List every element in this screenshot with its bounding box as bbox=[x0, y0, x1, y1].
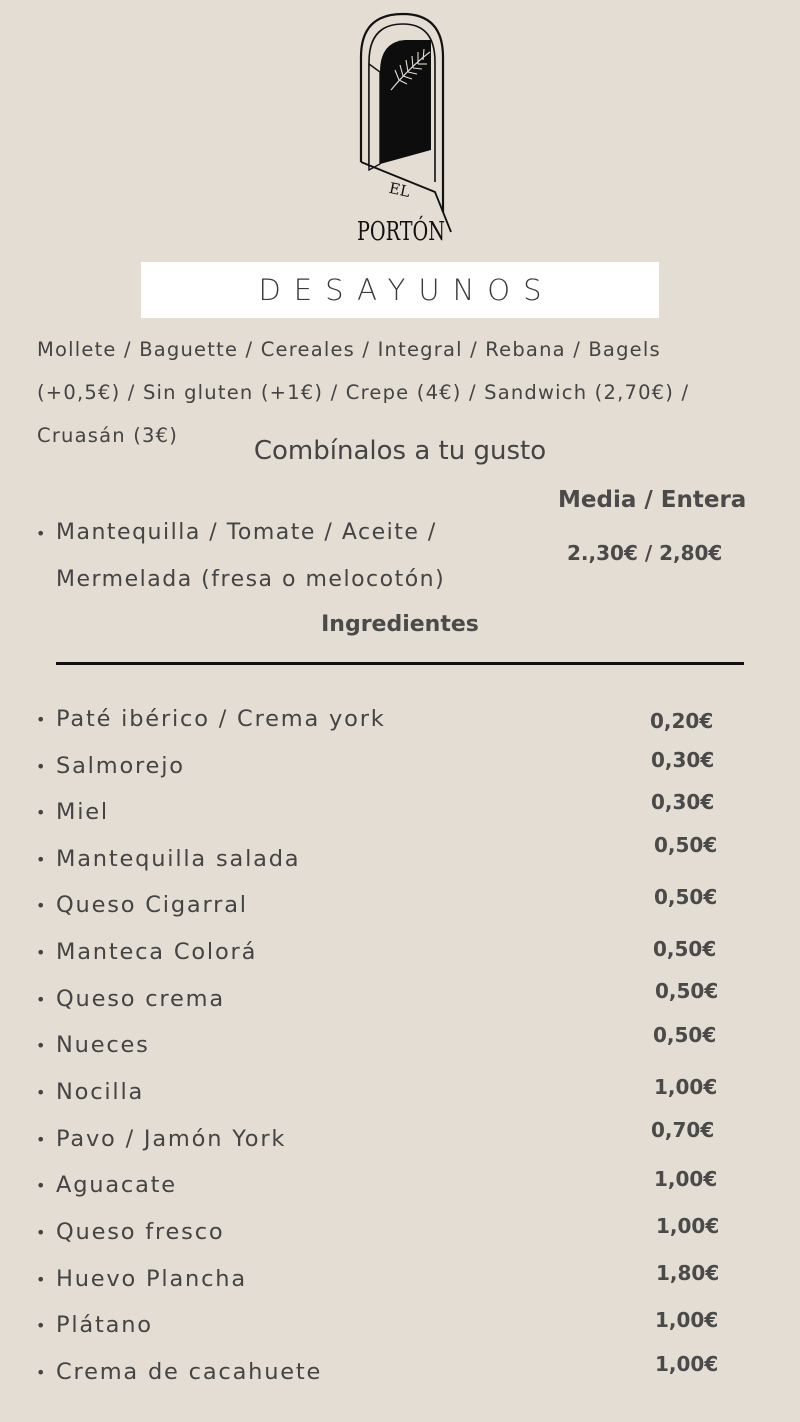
ingredient-price: 0,50€ bbox=[653, 1023, 717, 1047]
bullet: • bbox=[36, 850, 48, 869]
ingredient-price: 1,00€ bbox=[655, 1308, 719, 1332]
el-porton-logo bbox=[355, 12, 477, 247]
bullet: • bbox=[36, 896, 48, 915]
ingredient-name: Salmorejo bbox=[56, 753, 185, 779]
ingredient-name: Pavo / Jamón York bbox=[56, 1126, 287, 1152]
ingredient-name: Mantequilla salada bbox=[56, 846, 301, 872]
bread-options-line: (+0,5€) / Sin gluten (+1€) / Crepe (4€) / Sandwich (2,70€) / bbox=[37, 381, 690, 404]
bullet: • bbox=[36, 757, 48, 776]
ingredient-item bbox=[36, 1172, 177, 1198]
bread-options-line: Mollete / Baguette / Cereales / Integral / Rebana / Bagels bbox=[37, 338, 661, 361]
ingredient-item bbox=[36, 1219, 224, 1245]
base-item bbox=[36, 510, 496, 603]
ingredient-name: Nocilla bbox=[56, 1079, 145, 1105]
bullet: • bbox=[36, 1316, 48, 1335]
ingredient-name: Queso Cigarral bbox=[56, 892, 248, 918]
ingredient-item bbox=[36, 1126, 286, 1152]
ingredient-name: Paté ibérico / Crema york bbox=[56, 706, 386, 732]
ingredient-price: 0,30€ bbox=[651, 790, 715, 814]
ingredient-item bbox=[36, 1359, 322, 1385]
ingredient-name: Plátano bbox=[56, 1312, 153, 1338]
ingredient-item bbox=[36, 1032, 150, 1058]
ingredient-item bbox=[36, 892, 248, 918]
ingredient-item bbox=[36, 1079, 144, 1105]
combine-subtitle: Combínalos a tu gusto bbox=[253, 436, 547, 466]
bread-options-line: Cruasán (3€) bbox=[37, 424, 179, 447]
ingredient-name: Queso crema bbox=[56, 986, 225, 1012]
ingredient-price: 0,30€ bbox=[651, 748, 715, 772]
base-item-line1: Mantequilla / Tomate / Aceite / bbox=[56, 520, 437, 545]
ingredient-price: 0,50€ bbox=[655, 979, 719, 1003]
bullet: • bbox=[36, 710, 48, 729]
bullet: • bbox=[36, 524, 47, 543]
ingredient-item bbox=[36, 939, 257, 965]
bullet: • bbox=[36, 1036, 48, 1055]
ingredient-price: 0,50€ bbox=[654, 885, 718, 909]
ingredient-price: 0,50€ bbox=[653, 937, 717, 961]
bullet: • bbox=[36, 1363, 48, 1382]
ingredient-price: 0,70€ bbox=[651, 1118, 715, 1142]
bullet: • bbox=[36, 1176, 48, 1195]
ingredient-price: 0,20€ bbox=[650, 709, 714, 733]
ingredient-price: 0,50€ bbox=[654, 833, 718, 857]
ingredient-name: Aguacate bbox=[56, 1172, 177, 1198]
bullet: • bbox=[36, 803, 48, 822]
ingredient-name: Crema de cacahuete bbox=[56, 1359, 323, 1385]
ingredient-item bbox=[36, 706, 386, 732]
ingredients-header: Ingredientes bbox=[321, 612, 479, 637]
ingredient-item bbox=[36, 753, 185, 779]
ingredient-price: 1,00€ bbox=[656, 1214, 720, 1238]
ingredient-name: Huevo Plancha bbox=[56, 1266, 247, 1292]
ingredient-item bbox=[36, 846, 300, 872]
ingredient-item bbox=[36, 1312, 153, 1338]
ingredient-item bbox=[36, 1266, 247, 1292]
logo-text-el: EL bbox=[387, 178, 412, 201]
bullet: • bbox=[36, 943, 48, 962]
ingredient-item bbox=[36, 986, 225, 1012]
bullet: • bbox=[36, 1270, 48, 1289]
ingredient-price: 1,00€ bbox=[655, 1352, 719, 1376]
bullet: • bbox=[36, 1130, 48, 1149]
ingredient-item bbox=[36, 799, 109, 825]
bullet: • bbox=[36, 990, 48, 1009]
bullet: • bbox=[36, 1083, 48, 1102]
bullet: • bbox=[36, 1223, 48, 1242]
ingredient-name: Nueces bbox=[56, 1032, 150, 1058]
ingredient-price: 1,80€ bbox=[656, 1261, 720, 1285]
ingredient-name: Manteca Colorá bbox=[56, 939, 258, 965]
base-item-price: 2.,30€ / 2,80€ bbox=[567, 541, 723, 565]
logo-text-porton: PORTÓN bbox=[357, 217, 477, 247]
ingredient-price: 1,00€ bbox=[654, 1167, 718, 1191]
base-item-line2: Mermelada (fresa o melocotón) bbox=[56, 567, 446, 592]
section-title: DESAYUNOS bbox=[258, 273, 555, 307]
size-header: Media / Entera bbox=[558, 487, 747, 513]
ingredient-price: 1,00€ bbox=[654, 1075, 718, 1099]
divider bbox=[56, 662, 744, 665]
ingredient-name: Queso fresco bbox=[56, 1219, 225, 1245]
ingredient-name: Miel bbox=[56, 799, 109, 825]
section-title-box bbox=[141, 262, 659, 318]
